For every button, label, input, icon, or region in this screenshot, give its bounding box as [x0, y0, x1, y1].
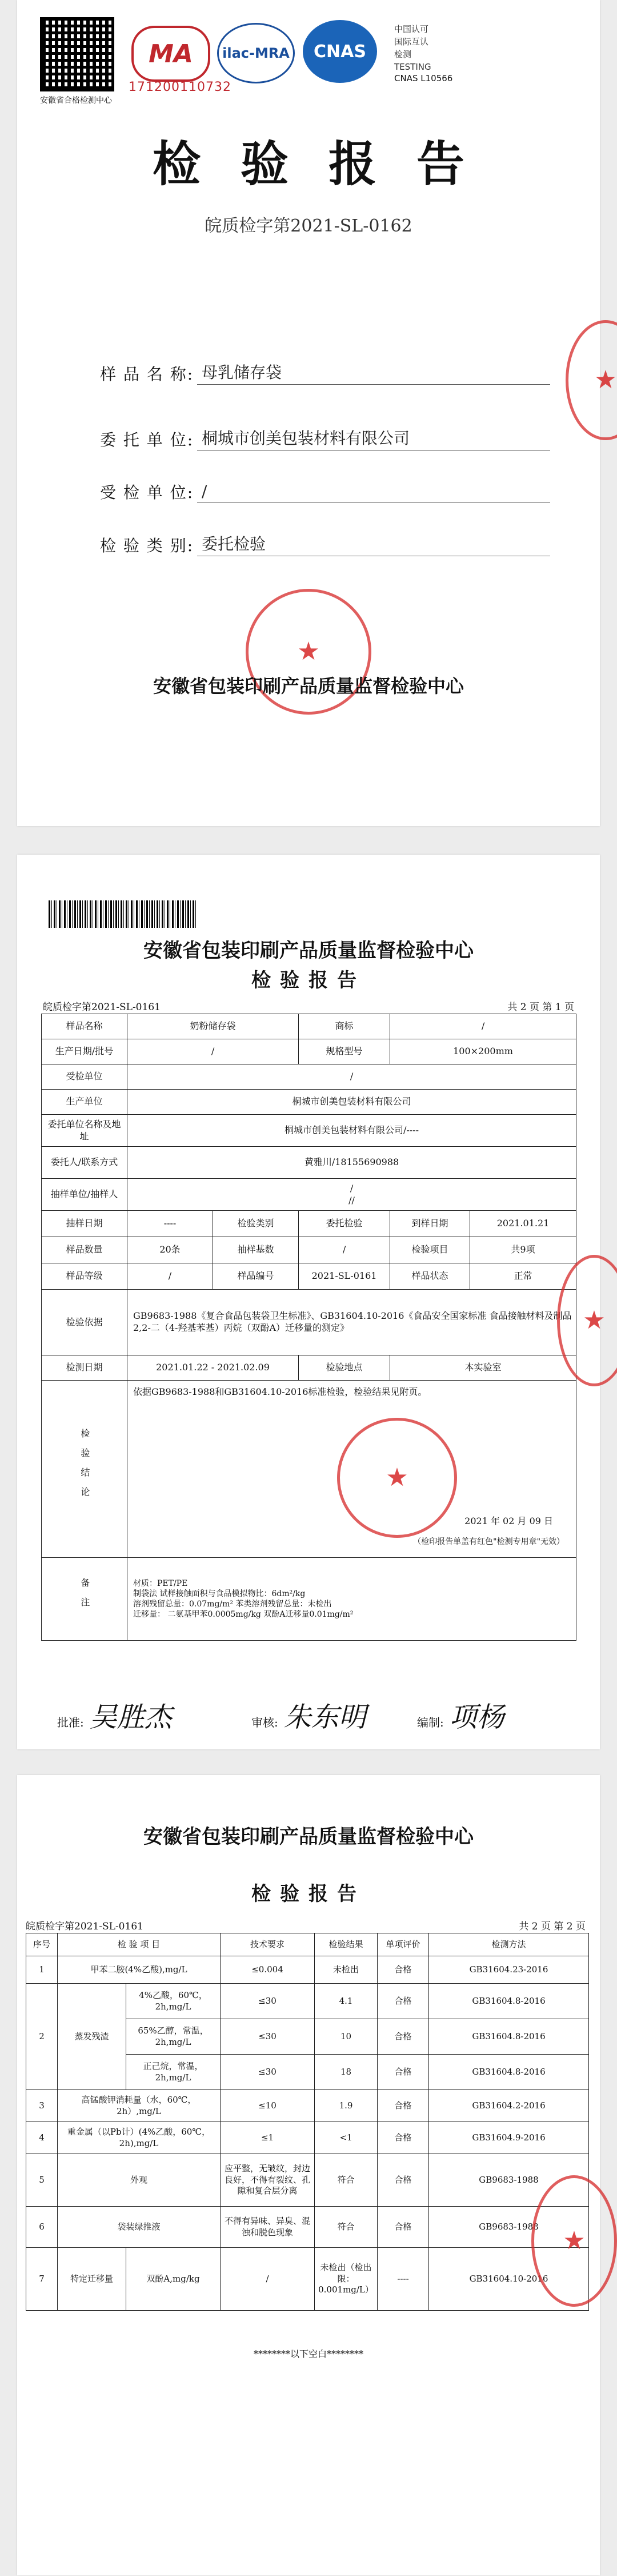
cell-result: 1.9 [315, 2090, 378, 2122]
cell-method: GB31604.23-2016 [429, 1956, 589, 1984]
field-inspected-unit [100, 480, 550, 503]
table-row [42, 1147, 576, 1179]
cell-result: 符合 [315, 2207, 378, 2248]
cell-label: 检测日期 [42, 1355, 127, 1381]
cell-evaluation: 合格 [378, 2154, 429, 2207]
cell-label: 生产单位 [42, 1090, 127, 1115]
cell-base: / [299, 1237, 390, 1263]
column-header: 检验结果 [315, 1933, 378, 1956]
cell-item: 外观 [58, 2154, 221, 2207]
cma-logo: MA [131, 26, 210, 82]
qr-code [40, 17, 114, 91]
table-row [26, 2248, 589, 2311]
sampler-value: / [350, 1182, 354, 1194]
cell-remark [127, 1558, 576, 1641]
cell-client: 桐城市创美包装材料有限公司/---- [127, 1115, 576, 1147]
cell-label: 受检单位 [42, 1064, 127, 1090]
table-row [42, 1558, 576, 1641]
results-table [26, 1933, 589, 2311]
cell-prod-date: / [127, 1039, 299, 1064]
cell-result: 4.1 [315, 1984, 378, 2019]
conclusion-text: 依据GB9683-1988和GB31604.10-2016标准检验，检验结果见附页。 [133, 1386, 427, 1397]
cell-label: 样品状态 [390, 1263, 470, 1290]
cell-requirement: / [221, 2248, 315, 2311]
table-row [26, 1984, 589, 2019]
cell-label: 委托人/联系方式 [42, 1147, 127, 1179]
cell-method: GB31604.8-2016 [429, 2019, 589, 2055]
column-header: 序号 [26, 1933, 58, 1956]
cell-evaluation: 合格 [378, 2122, 429, 2154]
field-value: 委托检验 [197, 532, 550, 556]
field-value: 母乳储存袋 [197, 360, 550, 385]
cnas-number: CNAS L10566 [394, 73, 453, 83]
cell-no: 3 [26, 2090, 58, 2122]
table-row [26, 2122, 589, 2154]
cell-item: 重金属（以Pb计）(4%乙酸，60℃，2h),mg/L [58, 2122, 221, 2154]
cell-label: 检验项目 [390, 1237, 470, 1263]
barcode [49, 900, 197, 928]
cell-label: 规格型号 [299, 1039, 390, 1064]
cell-item: 甲苯二胺(4%乙酸),mg/L [58, 1956, 221, 1984]
issuing-center-name: 安徽省包装印刷产品质量监督检验中心 [153, 675, 464, 697]
field-inspection-type [100, 532, 550, 556]
remark-line: 材质：PET/PE [133, 1578, 188, 1588]
cell-item: 蒸发残渣 [58, 1984, 126, 2090]
cell-items: 共9项 [470, 1237, 576, 1263]
ilac-mra-logo: ilac-MRA [217, 23, 295, 83]
field-label: 样 品 名 称: [100, 365, 194, 384]
remark-line: 迁移量： 二氨基甲苯0.0005mg/kg 双酚A迁移量0.01mg/m² [133, 1610, 354, 1620]
org-title: 安徽省包装印刷产品质量监督检验中心 [143, 939, 474, 962]
cell-label: 样品数量 [42, 1237, 127, 1263]
qr-caption: 安徽省合格检测中心 [40, 96, 112, 105]
cell-inspected-unit: / [127, 1064, 576, 1090]
cell-no: 5 [26, 2154, 58, 2207]
cell-sub-item: 4%乙酸，60℃，2h,mg/L [126, 1984, 221, 2019]
table-row [42, 1115, 576, 1147]
cnas-line: TESTING [394, 62, 431, 72]
cell-sample-name: 奶粉储存袋 [127, 1014, 299, 1039]
cell-requirement: ≤30 [221, 2055, 315, 2090]
cell-method: GB31604.9-2016 [429, 2122, 589, 2154]
report-number: 皖质检字第2021-SL-0161 [26, 1921, 143, 1932]
cell-item: 高锰酸钾消耗量（水，60℃，2h）,mg/L [58, 2090, 221, 2122]
cell-no: 6 [26, 2207, 58, 2248]
cell-label: 检验地点 [299, 1355, 390, 1381]
cnas-line: 国际互认 [394, 37, 429, 47]
cell-grade: / [127, 1263, 213, 1290]
red-seal-stamp: ★ [531, 2175, 617, 2307]
report-info-table [41, 1014, 576, 1641]
field-client [100, 426, 550, 450]
editor-signature [417, 1695, 504, 1734]
field-label: 委 托 单 位: [100, 430, 194, 449]
cell-requirement: ≤1 [221, 2122, 315, 2154]
cell-date-range: 2021.01.22 - 2021.02.09 [127, 1355, 299, 1381]
cell-result: 未检出（检出限：0.001mg/L） [315, 2248, 378, 2311]
page-number: 共 2 页 第 1 页 [507, 1002, 574, 1013]
cell-result: 10 [315, 2019, 378, 2055]
table-row [42, 1014, 576, 1039]
red-seal-stamp: ★ [566, 320, 617, 440]
cell-label: 到样日期 [390, 1211, 470, 1237]
cell-item: 特定迁移量 [58, 2248, 126, 2311]
cell-label: 检验类别 [213, 1211, 299, 1237]
cell-label: 生产日期/批号 [42, 1039, 127, 1064]
cell-requirement: ≤30 [221, 1984, 315, 2019]
report-page-1 [17, 855, 606, 1749]
cell-sampler [127, 1179, 576, 1211]
cell-label: 抽样基数 [213, 1237, 299, 1263]
table-row [42, 1263, 576, 1290]
table-row [42, 1211, 576, 1237]
table-row [42, 1090, 576, 1115]
report-number: 皖质检字第2021-SL-0161 [43, 1002, 161, 1013]
page-number: 共 2 页 第 2 页 [519, 1921, 586, 1932]
cell-evaluation: 合格 [378, 2207, 429, 2248]
table-row [42, 1381, 576, 1558]
cell-label: 委托单位名称及地址 [42, 1115, 127, 1147]
cell-requirement: 不得有异味、异臭、混浊和脱色现象 [221, 2207, 315, 2248]
red-seal-stamp: ★ [246, 589, 371, 715]
cell-label: 检验依据 [42, 1290, 127, 1355]
field-value: / [197, 482, 550, 503]
cell-label [42, 1558, 127, 1641]
cell-basis: GB9683-1988《复合食品包装袋卫生标准》、GB31604.10-2016《食品安全国家标准 食品接触材料及制品 2,2-二（4-羟基苯基）丙烷（双酚A）迁移量的测定》 [127, 1290, 576, 1355]
cell-place: 本实验室 [390, 1355, 576, 1381]
cell-requirement: ≤10 [221, 2090, 315, 2122]
report-page-2 [17, 1775, 600, 2575]
remark-label: 备注 [79, 1578, 90, 1617]
table-row [42, 1179, 576, 1211]
cell-label: 抽样日期 [42, 1211, 127, 1237]
sig-handwriting: 项杨 [449, 1701, 504, 1733]
cell-evaluation: 合格 [378, 1984, 429, 2019]
column-header: 技术要求 [221, 1933, 315, 1956]
cell-sub-item: 正己烷，常温，2h,mg/L [126, 2055, 221, 2090]
cell-method: GB9683-1988 [429, 2154, 589, 2207]
remark-line: 溶剂残留总量：0.07mg/m² 苯类溶剂残留总量：未检出 [133, 1600, 332, 1609]
sig-label: 编制: [417, 1716, 444, 1729]
cell-result: <1 [315, 2122, 378, 2154]
cell-result: 18 [315, 2055, 378, 2090]
table-row [42, 1237, 576, 1263]
cell-client-person: 黄雅川/18155690988 [127, 1147, 576, 1179]
table-row [26, 2090, 589, 2122]
report-title: 检验报告 [152, 136, 504, 192]
table-row [42, 1355, 576, 1381]
sig-label: 批准: [57, 1716, 84, 1729]
table-row [42, 1290, 576, 1355]
cma-number: 171200110732 [129, 80, 231, 94]
table-header-row [26, 1933, 589, 1956]
cnas-line: 中国认可 [394, 24, 429, 34]
cell-no: 7 [26, 2248, 58, 2311]
remark-line: 制袋法 试样接触面积与食品模拟物比：6dm²/kg [133, 1589, 306, 1598]
cell-status: 正常 [470, 1263, 576, 1290]
cell-quantity: 20条 [127, 1237, 213, 1263]
table-row [26, 2154, 589, 2207]
cell-item: 袋装绿推液 [58, 2207, 221, 2248]
cell-evaluation: 合格 [378, 2090, 429, 2122]
table-row [42, 1064, 576, 1090]
conclusion-label: 检验结论 [79, 1428, 90, 1506]
sig-label: 审核: [251, 1716, 278, 1729]
cell-requirement: ≤30 [221, 2019, 315, 2055]
cell-evaluation: 合格 [378, 2055, 429, 2090]
cell-no: 2 [26, 1984, 58, 2090]
sampler-value: // [348, 1194, 355, 1206]
field-label: 检 验 类 别: [100, 536, 194, 555]
table-row [42, 1039, 576, 1064]
cell-sample-date: ---- [127, 1211, 213, 1237]
cell-label [42, 1381, 127, 1558]
stamp-note: （检印报告单盖有红色"检测专用章"无效） [413, 1537, 565, 1546]
cell-result: 未检出 [315, 1956, 378, 1984]
cell-evaluation: ---- [378, 2248, 429, 2311]
cell-method: GB31604.10-2016 [429, 2248, 589, 2311]
cnas-line: 检测 [394, 49, 412, 59]
reviewer-signature [251, 1695, 366, 1734]
cell-label: 样品编号 [213, 1263, 299, 1290]
cell-producer: 桐城市创美包装材料有限公司 [127, 1090, 576, 1115]
cell-label: 样品名称 [42, 1014, 127, 1039]
report-number: 皖质检字第2021-SL-0162 [205, 216, 412, 236]
cnas-text [394, 23, 431, 73]
cell-arrive-date: 2021.01.21 [470, 1211, 576, 1237]
cell-label: 商标 [299, 1014, 390, 1039]
cell-method: GB31604.2-2016 [429, 2090, 589, 2122]
cell-no: 4 [26, 2122, 58, 2154]
cell-requirement: ≤0.004 [221, 1956, 315, 1984]
table-row [26, 1956, 589, 1984]
approver-signature [57, 1695, 172, 1734]
cell-method: GB31604.8-2016 [429, 2055, 589, 2090]
cell-result: 符合 [315, 2154, 378, 2207]
org-title: 安徽省包装印刷产品质量监督检验中心 [143, 1825, 474, 1848]
cnas-logo: CNAS [303, 20, 377, 83]
cell-label: 样品等级 [42, 1263, 127, 1290]
cell-requirement: 应平整，无皱纹，封边良好，不得有裂纹、孔隙和复合层分离 [221, 2154, 315, 2207]
column-header: 单项评价 [378, 1933, 429, 1956]
report-cover-page [17, 0, 617, 826]
cell-sub-item: 65%乙醇，常温，2h,mg/L [126, 2019, 221, 2055]
red-seal-stamp: ★ [557, 1255, 617, 1386]
sig-handwriting: 吴胜杰 [89, 1701, 172, 1733]
field-value: 桐城市创美包装材料有限公司 [197, 426, 550, 450]
cell-sample-no: 2021-SL-0161 [299, 1263, 390, 1290]
cell-method: GB9683-1988 [429, 2207, 589, 2248]
field-label: 受 检 单 位: [100, 483, 194, 502]
cell-trademark: / [390, 1014, 576, 1039]
sig-handwriting: 朱东明 [283, 1701, 366, 1733]
cell-inspection-type: 委托检验 [299, 1211, 390, 1237]
column-header: 检测方法 [429, 1933, 589, 1956]
cell-method: GB31604.8-2016 [429, 1984, 589, 2019]
column-header: 检 验 项 目 [58, 1933, 221, 1956]
table-row [26, 2207, 589, 2248]
field-sample-name [100, 360, 550, 385]
end-of-table-mark: ********以下空白******** [253, 2348, 363, 2359]
cell-spec: 100×200mm [390, 1039, 576, 1064]
cell-sub-item: 双酚A,mg/kg [126, 2248, 221, 2311]
report-title: 检验报告 [251, 969, 366, 992]
issue-date: 2021 年 02 月 09 日 [464, 1516, 554, 1527]
cell-no: 1 [26, 1956, 58, 1984]
cell-label: 抽样单位/抽样人 [42, 1179, 127, 1211]
cell-evaluation: 合格 [378, 1956, 429, 1984]
red-seal-stamp: ★ [337, 1418, 457, 1538]
cell-evaluation: 合格 [378, 2019, 429, 2055]
report-title: 检验报告 [251, 1883, 366, 1905]
